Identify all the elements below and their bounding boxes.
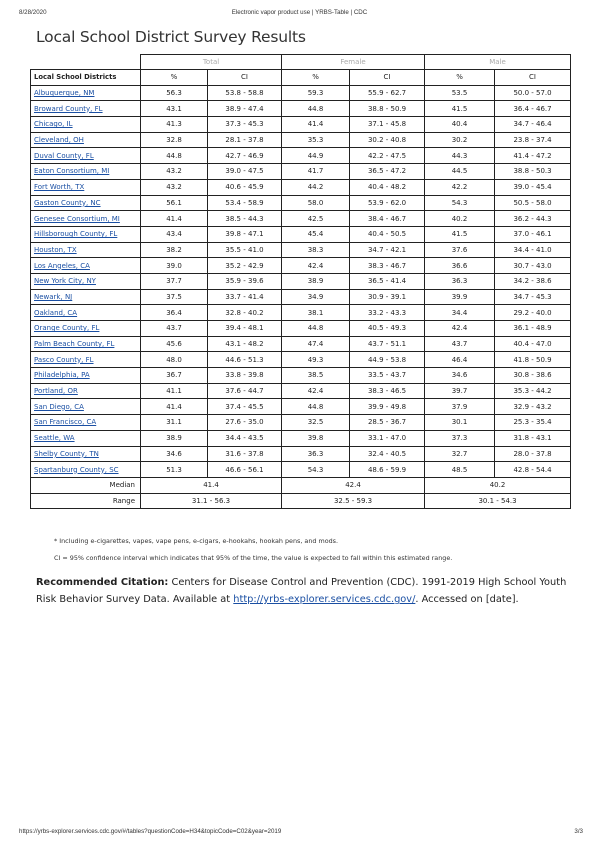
district-cell [31,321,141,337]
male-ci-cell: 23.8 - 37.4 [495,132,571,148]
district-cell [31,305,141,321]
table-row [31,305,571,321]
male-ci-cell: 35.3 - 44.2 [495,383,571,399]
male-ci-cell: 41.8 - 50.9 [495,352,571,368]
male-percent-cell: 42.4 [425,321,495,337]
print-date: 8/28/2020 [19,9,47,16]
district-link[interactable]: San Diego, CA [34,402,84,411]
female-ci-cell: 38.8 - 50.9 [350,101,425,117]
table-row [31,430,571,446]
results-table [30,54,571,509]
table-row [31,242,571,258]
total-percent-cell: 43.1 [141,101,208,117]
female-ci-cell: 40.4 - 48.2 [350,179,425,195]
total-percent-cell: 56.3 [141,85,208,101]
district-cell [31,211,141,227]
female-percent-cell: 42.4 [282,383,350,399]
male-percent-cell: 44.3 [425,148,495,164]
male-percent-cell: 41.5 [425,226,495,242]
male-percent-cell: 46.4 [425,352,495,368]
total-ci-cell: 35.9 - 39.6 [208,273,282,289]
female-ci-cell: 32.4 - 40.5 [350,446,425,462]
male-percent-cell: 43.7 [425,336,495,352]
district-cell [31,164,141,180]
column-header-female-ci: CI [350,70,425,86]
district-link[interactable]: Palm Beach County, FL [34,340,115,349]
district-link[interactable]: Portland, OR [34,387,78,396]
column-header-districts: Local School Districts [31,70,141,86]
district-cell [31,446,141,462]
male-ci-cell: 30.7 - 43.0 [495,258,571,274]
district-cell [31,226,141,242]
total-ci-cell: 46.6 - 56.1 [208,462,282,478]
total-percent-cell: 39.0 [141,258,208,274]
page-title: Local School District Survey Results [36,28,306,46]
female-percent-cell: 59.3 [282,85,350,101]
group-header-row [31,55,571,70]
female-percent-cell: 41.4 [282,117,350,133]
table-row [31,211,571,227]
male-percent-cell: 32.7 [425,446,495,462]
female-ci-cell: 48.6 - 59.9 [350,462,425,478]
female-percent-cell: 44.8 [282,101,350,117]
table-row [31,226,571,242]
district-link[interactable]: Shelby County, TN [34,449,99,458]
male-ci-cell: 29.2 - 40.0 [495,305,571,321]
total-percent-cell: 41.4 [141,399,208,415]
total-percent-cell: 31.1 [141,415,208,431]
district-link[interactable]: Hillsborough County, FL [34,230,118,239]
female-ci-cell: 39.9 - 49.8 [350,399,425,415]
total-ci-cell: 31.6 - 37.8 [208,446,282,462]
table-row [31,383,571,399]
female-ci-cell: 30.9 - 39.1 [350,289,425,305]
female-percent-cell: 44.8 [282,399,350,415]
male-percent-cell: 40.2 [425,211,495,227]
male-ci-cell: 36.2 - 44.3 [495,211,571,227]
total-ci-cell: 37.3 - 45.3 [208,117,282,133]
total-ci-cell: 28.1 - 37.8 [208,132,282,148]
column-header-female-percent: % [282,70,350,86]
total-percent-cell: 43.4 [141,226,208,242]
total-percent-cell: 36.4 [141,305,208,321]
female-percent-cell: 44.9 [282,148,350,164]
total-percent-cell: 37.7 [141,273,208,289]
column-header-male-percent: % [425,70,495,86]
district-cell [31,179,141,195]
total-ci-cell: 53.4 - 58.9 [208,195,282,211]
female-percent-cell: 32.5 [282,415,350,431]
female-ci-cell: 38.3 - 46.5 [350,383,425,399]
table-row [31,101,571,117]
male-percent-cell: 34.4 [425,305,495,321]
table-row [31,273,571,289]
table-row [31,368,571,384]
male-percent-cell: 39.9 [425,289,495,305]
district-link[interactable]: Eaton Consortium, MI [34,167,110,176]
total-ci-cell: 27.6 - 35.0 [208,415,282,431]
male-percent-cell: 40.4 [425,117,495,133]
table-row [31,164,571,180]
total-percent-cell: 32.8 [141,132,208,148]
table-row [31,462,571,478]
district-cell [31,462,141,478]
range-label: Range [31,493,141,509]
female-ci-cell: 40.5 - 49.3 [350,321,425,337]
district-cell [31,352,141,368]
district-cell [31,368,141,384]
female-ci-cell: 37.1 - 45.8 [350,117,425,133]
district-cell [31,242,141,258]
male-percent-cell: 37.6 [425,242,495,258]
female-percent-cell: 42.4 [282,258,350,274]
district-cell [31,101,141,117]
district-link[interactable]: Genesee Consortium, MI [34,214,120,223]
total-ci-cell: 39.4 - 48.1 [208,321,282,337]
total-ci-cell: 53.8 - 58.8 [208,85,282,101]
male-percent-cell: 44.5 [425,164,495,180]
total-percent-cell: 51.3 [141,462,208,478]
male-percent-cell: 42.2 [425,179,495,195]
median-row [31,477,571,493]
median-male: 40.2 [425,477,571,493]
total-percent-cell: 36.7 [141,368,208,384]
median-female: 42.4 [282,477,425,493]
table-row [31,85,571,101]
male-ci-cell: 41.4 - 47.2 [495,148,571,164]
female-ci-cell: 40.4 - 50.5 [350,226,425,242]
district-link[interactable]: Fort Worth, TX [34,183,85,192]
female-percent-cell: 38.3 [282,242,350,258]
male-ci-cell: 50.5 - 58.0 [495,195,571,211]
male-ci-cell: 31.8 - 43.1 [495,430,571,446]
male-ci-cell: 28.0 - 37.8 [495,446,571,462]
total-ci-cell: 39.0 - 47.5 [208,164,282,180]
group-header-male: Male [425,55,571,70]
notes [54,533,452,567]
range-total: 31.1 - 56.3 [141,493,282,509]
district-cell [31,85,141,101]
district-cell [31,195,141,211]
female-percent-cell: 38.9 [282,273,350,289]
citation-text: Centers for Disease Control and Prevention (CDC). 1991-2019 High School Youth Risk Behavior Survey Data. Available at [36,577,567,605]
total-percent-cell: 41.1 [141,383,208,399]
district-link[interactable]: Houston, TX [34,245,77,254]
female-percent-cell: 44.8 [282,321,350,337]
female-ci-cell: 28.5 - 36.7 [350,415,425,431]
female-percent-cell: 39.8 [282,430,350,446]
female-percent-cell: 42.5 [282,211,350,227]
total-percent-cell: 38.2 [141,242,208,258]
district-link[interactable]: Gaston County, NC [34,198,101,207]
male-ci-cell: 36.4 - 46.7 [495,101,571,117]
female-ci-cell: 34.7 - 42.1 [350,242,425,258]
district-cell [31,415,141,431]
table-row [31,399,571,415]
total-ci-cell: 37.4 - 45.5 [208,399,282,415]
total-ci-cell: 40.6 - 45.9 [208,179,282,195]
total-ci-cell: 35.2 - 42.9 [208,258,282,274]
district-cell [31,258,141,274]
print-url: https://yrbs-explorer.services.cdc.gov/#/tables?questionCode=H34&topicCode=C02&year=2019 [19,828,282,835]
table-row [31,446,571,462]
total-ci-cell: 37.6 - 44.7 [208,383,282,399]
total-ci-cell: 39.8 - 47.1 [208,226,282,242]
total-percent-cell: 38.9 [141,430,208,446]
male-percent-cell: 53.5 [425,85,495,101]
female-percent-cell: 44.2 [282,179,350,195]
male-percent-cell: 34.6 [425,368,495,384]
district-link[interactable]: Orange County, FL [34,324,100,333]
district-cell [31,399,141,415]
female-ci-cell: 36.5 - 41.4 [350,273,425,289]
female-percent-cell: 34.9 [282,289,350,305]
female-percent-cell: 47.4 [282,336,350,352]
group-header-total: Total [141,55,282,70]
female-percent-cell: 49.3 [282,352,350,368]
male-percent-cell: 41.5 [425,101,495,117]
footnote: * Including e-cigarettes, vapes, vape pens, e-cigars, e-hookahs, hookah pens, and mods. [54,537,339,545]
total-ci-cell: 38.5 - 44.3 [208,211,282,227]
median-total: 41.4 [141,477,282,493]
table-row [31,195,571,211]
female-ci-cell: 33.1 - 47.0 [350,430,425,446]
column-header-male-ci: CI [495,70,571,86]
table-body [31,85,571,477]
district-cell [31,289,141,305]
total-ci-cell: 33.7 - 41.4 [208,289,282,305]
total-percent-cell: 43.2 [141,164,208,180]
district-cell [31,430,141,446]
total-ci-cell: 35.5 - 41.0 [208,242,282,258]
table-row [31,352,571,368]
female-ci-cell: 43.7 - 51.1 [350,336,425,352]
male-ci-cell: 25.3 - 35.4 [495,415,571,431]
total-ci-cell: 44.6 - 51.3 [208,352,282,368]
female-ci-cell: 38.4 - 46.7 [350,211,425,227]
citation [36,574,576,608]
table-row [31,179,571,195]
female-percent-cell: 35.3 [282,132,350,148]
male-percent-cell: 39.7 [425,383,495,399]
group-header-female: Female [282,55,425,70]
district-link[interactable]: Pasco County, FL [34,355,94,364]
district-link[interactable]: Chicago, IL [34,120,73,129]
district-link[interactable]: San Francisco, CA [34,418,97,427]
column-header-row [31,70,571,86]
male-ci-cell: 50.0 - 57.0 [495,85,571,101]
range-female: 32.5 - 59.3 [282,493,425,509]
female-ci-cell: 38.3 - 46.7 [350,258,425,274]
print-page-title: Electronic vapor product use | YRBS-Table | CDC [231,9,368,16]
range-male: 30.1 - 54.3 [425,493,571,509]
female-ci-cell: 33.2 - 43.3 [350,305,425,321]
male-ci-cell: 38.8 - 50.3 [495,164,571,180]
district-link[interactable]: Spartanburg County, SC [34,465,119,474]
female-ci-cell: 30.2 - 40.8 [350,132,425,148]
female-percent-cell: 54.3 [282,462,350,478]
district-link[interactable]: Duval County, FL [34,151,94,160]
male-percent-cell: 54.3 [425,195,495,211]
district-link[interactable]: Seattle, WA [34,434,75,443]
female-percent-cell: 38.1 [282,305,350,321]
median-label: Median [31,477,141,493]
print-page-number: 3/3 [574,828,583,835]
total-percent-cell: 44.8 [141,148,208,164]
female-percent-cell: 36.3 [282,446,350,462]
total-ci-cell: 34.4 - 43.5 [208,430,282,446]
male-percent-cell: 36.6 [425,258,495,274]
male-percent-cell: 48.5 [425,462,495,478]
table-row [31,415,571,431]
citation-link[interactable]: http://yrbs-explorer.services.cdc.gov/ [233,594,416,605]
district-cell [31,336,141,352]
female-ci-cell: 44.9 - 53.8 [350,352,425,368]
total-percent-cell: 41.3 [141,117,208,133]
table-row [31,336,571,352]
total-ci-cell: 38.9 - 47.4 [208,101,282,117]
district-link[interactable]: Broward County, FL [34,104,103,113]
column-header-total-percent: % [141,70,208,86]
total-percent-cell: 41.4 [141,211,208,227]
male-ci-cell: 42.8 - 54.4 [495,462,571,478]
group-header-blank [31,55,141,70]
table-row [31,117,571,133]
citation-tail: . Accessed on [date]. [415,594,519,605]
male-percent-cell: 30.1 [425,415,495,431]
district-cell [31,148,141,164]
total-ci-cell: 33.8 - 39.8 [208,368,282,384]
district-link[interactable]: Cleveland, OH [34,136,84,145]
total-percent-cell: 34.6 [141,446,208,462]
table-row [31,289,571,305]
district-link[interactable]: Los Angeles, CA [34,261,90,270]
female-percent-cell: 45.4 [282,226,350,242]
male-ci-cell: 39.0 - 45.4 [495,179,571,195]
table-row [31,321,571,337]
district-cell [31,383,141,399]
male-percent-cell: 37.9 [425,399,495,415]
male-percent-cell: 36.3 [425,273,495,289]
total-percent-cell: 43.2 [141,179,208,195]
district-cell [31,117,141,133]
total-percent-cell: 48.0 [141,352,208,368]
male-percent-cell: 37.3 [425,430,495,446]
male-ci-cell: 37.0 - 46.1 [495,226,571,242]
total-percent-cell: 45.6 [141,336,208,352]
female-ci-cell: 55.9 - 62.7 [350,85,425,101]
total-ci-cell: 43.1 - 48.2 [208,336,282,352]
male-percent-cell: 30.2 [425,132,495,148]
female-ci-cell: 53.9 - 62.0 [350,195,425,211]
table-row [31,148,571,164]
total-ci-cell: 42.7 - 46.9 [208,148,282,164]
district-cell [31,273,141,289]
male-ci-cell: 34.4 - 41.0 [495,242,571,258]
male-ci-cell: 36.1 - 48.9 [495,321,571,337]
total-ci-cell: 32.8 - 40.2 [208,305,282,321]
male-ci-cell: 40.4 - 47.0 [495,336,571,352]
district-link[interactable]: Newark, NJ [34,292,73,301]
male-ci-cell: 32.9 - 43.2 [495,399,571,415]
female-percent-cell: 58.0 [282,195,350,211]
male-ci-cell: 30.8 - 38.6 [495,368,571,384]
district-link[interactable]: New York City, NY [34,277,96,286]
female-ci-cell: 36.5 - 47.2 [350,164,425,180]
table-row [31,258,571,274]
female-ci-cell: 42.2 - 47.5 [350,148,425,164]
total-percent-cell: 37.5 [141,289,208,305]
male-ci-cell: 34.2 - 38.6 [495,273,571,289]
district-link[interactable]: Albuquerque, NM [34,89,95,98]
ci-note: CI = 95% confidence interval which indicates that 95% of the time, the value is expected to fall within this estimated range. [54,554,453,562]
column-header-total-ci: CI [208,70,282,86]
citation-lead: Recommended Citation: [36,577,169,588]
district-link[interactable]: Philadelphia, PA [34,371,90,380]
male-ci-cell: 34.7 - 46.4 [495,117,571,133]
district-link[interactable]: Oakland, CA [34,308,78,317]
female-percent-cell: 38.5 [282,368,350,384]
district-cell [31,132,141,148]
range-row [31,493,571,509]
female-percent-cell: 41.7 [282,164,350,180]
total-percent-cell: 43.7 [141,321,208,337]
total-percent-cell: 56.1 [141,195,208,211]
male-ci-cell: 34.7 - 45.3 [495,289,571,305]
table-row [31,132,571,148]
female-ci-cell: 33.5 - 43.7 [350,368,425,384]
